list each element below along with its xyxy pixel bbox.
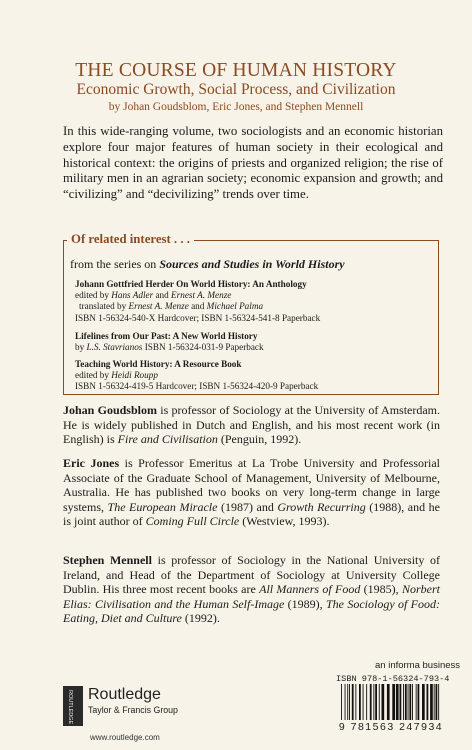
barcode-bar: [387, 684, 390, 720]
barcode-bars: [340, 684, 442, 720]
author-bio-jones: Eric Jones is Professor Emeritus at La Trobe University and Professorial Associate of the Graduate School of Management, University of Melbourne, Australia. He has published two books on very long-term change in large systems, The European Miracle (1987) and Growth Recurring (1988), and he is joint author of Coming Full Circle (Westview, 1993).: [63, 456, 440, 529]
barcode-bar: [416, 684, 417, 720]
barcode-bar: [382, 684, 385, 720]
barcode-bar: [427, 684, 429, 720]
related-book-isbn: ISBN 1-56324-419-5 Hardcover; ISBN 1-56324-420-9 Paperback: [75, 381, 319, 392]
barcode-bar: [379, 684, 380, 720]
barcode-bar: [408, 684, 409, 720]
barcode-bar: [438, 684, 439, 720]
barcode-bar: [403, 684, 404, 720]
barcode-bar: [355, 684, 356, 720]
related-book-translators: translated by Ernest A. Menze and Michael Palma: [79, 301, 264, 312]
barcode-bar: [418, 684, 420, 720]
related-book-title: Johann Gottfried Herder On World History: An Anthology: [75, 279, 307, 289]
publisher-name: Routledge: [88, 686, 161, 703]
author-bio-mennell: Stephen Mennell is professor of Sociology in the National University of Ireland, and Head of the Department of Sociology at University College Dublin. His three most recent books are All Manners of Food (1985), Norbert Elias: Civilisation and the Human Self-Image (1989), The Sociology of Food: Eating, Diet and Culture (1992).: [63, 553, 441, 626]
series-line: [70, 257, 436, 271]
related-book-editors: edited by Hans Adler and Ernest A. Menze: [75, 290, 232, 301]
barcode-bar: [396, 684, 399, 720]
isbn-13-label: ISBN 978-1-56324-793-4: [336, 674, 450, 684]
series-prefix: from the series on: [70, 257, 160, 271]
related-book-title: Teaching World History: A Resource Book: [75, 359, 242, 369]
barcode-bar: [436, 684, 438, 720]
barcode-bar: [370, 684, 372, 720]
author-bio-goudsblom: Johan Goudsblom is professor of Sociology at the University of Amsterdam. He is widely published in Dutch and English, and his most recent work (in English) is Fire and Civilisation (Penguin, 1992).: [63, 403, 441, 447]
barcode-bar: [363, 684, 364, 720]
isbn-barcode: [336, 674, 450, 734]
barcode-bar: [352, 684, 354, 720]
routledge-logo-icon: [63, 686, 83, 726]
related-book-1: [75, 279, 435, 324]
barcode-bar: [400, 684, 402, 720]
related-book-isbn: ISBN 1-56324-540-X Hardcover; ISBN 1-56324-541-8 Paperback: [75, 312, 321, 323]
barcode-bar: [409, 684, 411, 720]
series-name: Sources and Studies in World History: [159, 257, 345, 271]
publisher-group: Taylor & Francis Group: [88, 705, 178, 715]
barcode-digits: 9 781563 247934: [338, 721, 444, 733]
barcode-bar: [405, 684, 407, 720]
publisher-logo: [63, 686, 223, 726]
description-blurb: In this wide-ranging volume, two sociologists and an economic historian explore four major features of human society in their ecological and historical context: the origins of priests and organized religion; the rise of military men in an agrarian society; economic expansion and growth; and “civilizing” and “decivilizing” trends over time.: [63, 124, 443, 202]
book-subtitle: Economic Growth, Social Process, and Civilization: [76, 81, 396, 98]
related-book-2: [75, 331, 435, 353]
barcode-bar: [430, 684, 433, 720]
barcode-bar: [345, 684, 346, 720]
svg-text:ROUTLEDGE: ROUTLEDGE: [67, 690, 73, 725]
related-book-title: Lifelines from Our Past: A New World History: [75, 331, 258, 341]
related-book-editors: edited by Heidi Roupp: [75, 370, 158, 381]
publisher-website: www.routledge.com: [90, 733, 160, 742]
barcode-bar: [422, 684, 425, 720]
barcode-bar: [341, 684, 342, 720]
barcode-bar: [392, 684, 395, 720]
book-byline: by Johan Goudsblom, Eric Jones, and Stephen Mennell: [108, 101, 364, 113]
related-interest-heading: Of related interest . . .: [67, 232, 194, 247]
barcode-bar: [347, 684, 348, 720]
informa-tagline: an informa business: [375, 660, 461, 671]
barcode-bar: [366, 684, 367, 720]
barcode-bar: [434, 684, 435, 720]
barcode-bar: [349, 684, 350, 720]
related-book-3: [75, 359, 435, 393]
book-title: THE COURSE OF HUMAN HISTORY: [75, 60, 397, 81]
barcode-bar: [375, 684, 377, 720]
related-book-author-isbn: by L.S. Stavrianos ISBN 1-56324-031-9 Paperback: [75, 342, 264, 353]
barcode-bar: [359, 684, 361, 720]
barcode-bar: [373, 684, 374, 720]
barcode-bar: [412, 684, 413, 720]
